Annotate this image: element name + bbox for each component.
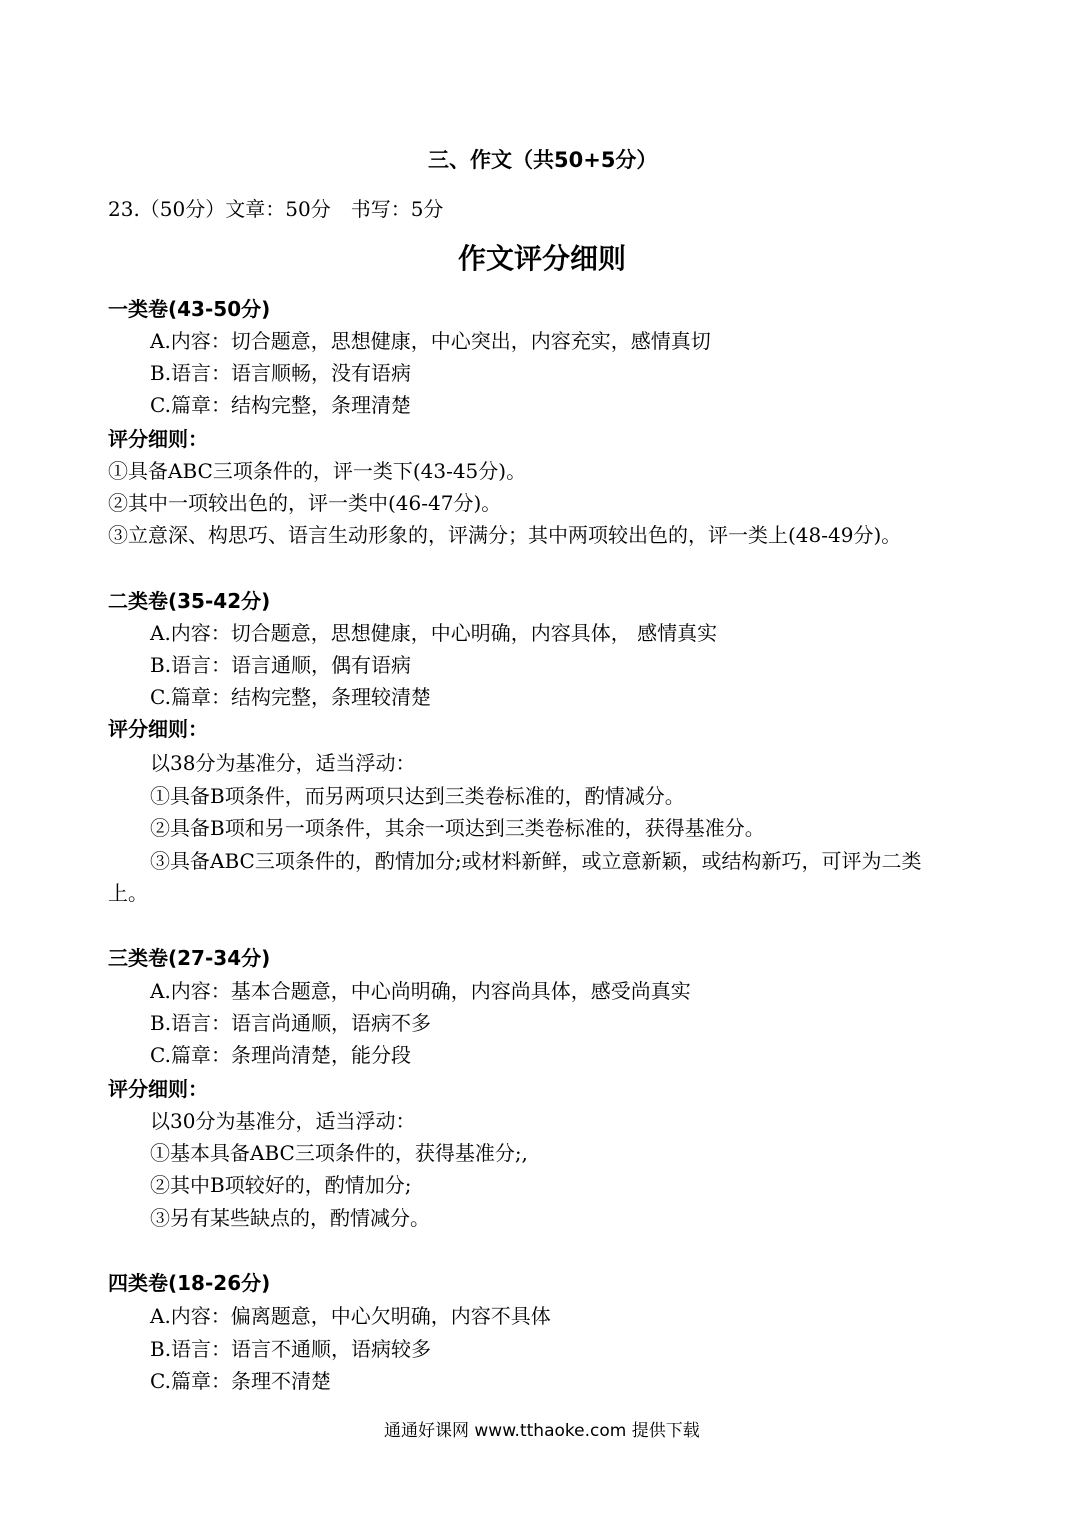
category-3-heading: 三类卷(27-34分) [108, 946, 271, 970]
document-title: 作文评分细则 [458, 242, 627, 275]
category-1-rules-heading: 评分细则： [108, 427, 208, 451]
category-2-language: B.语言：语言通顺，偶有语病 [150, 653, 412, 677]
category-2-rules-heading: 评分细则： [108, 717, 208, 741]
category-2-rule-1: ①具备B项条件，而另两项只达到三类卷标准的，酌情减分。 [150, 784, 685, 808]
category-4-content: A.内容：偏离题意，中心欠明确，内容不具体 [150, 1304, 551, 1328]
section-title: 三、作文（共50+5分） [428, 148, 658, 172]
category-4-language: B.语言：语言不通顺，语病较多 [150, 1337, 432, 1361]
category-3-rules-heading: 评分细则： [108, 1077, 208, 1101]
category-1-rule-2: ②其中一项较出色的，评一类中(46-47分)。 [108, 491, 502, 515]
category-3-language: B.语言：语言尚通顺，语病不多 [150, 1011, 432, 1035]
category-3-rule-3: ③另有某些缺点的，酌情减分。 [150, 1206, 430, 1230]
category-1-structure: C.篇章：结构完整，条理清楚 [150, 393, 411, 417]
category-2-content: A.内容：切合题意，思想健康，中心明确，内容具体， 感情真实 [150, 621, 718, 645]
category-1-heading: 一类卷(43-50分) [108, 297, 271, 321]
category-3-structure: C.篇章：条理尚清楚，能分段 [150, 1043, 411, 1067]
category-2-heading: 二类卷(35-42分) [108, 589, 271, 613]
category-2-structure: C.篇章：结构完整，条理较清楚 [150, 685, 431, 709]
category-4-structure: C.篇章：条理不清楚 [150, 1369, 331, 1393]
category-3-rule-2: ②其中B项较好的，酌情加分; [150, 1173, 412, 1197]
category-2-base-score: 以38分为基准分，适当浮动： [150, 751, 416, 775]
category-3-rule-1: ①基本具备ABC三项条件的，获得基准分;, [150, 1141, 528, 1165]
category-1-content: A.内容：切合题意，思想健康，中心突出，内容充实，感情真切 [150, 329, 711, 353]
category-1-language: B.语言：语言顺畅，没有语病 [150, 361, 412, 385]
category-2-rule-3: ③具备ABC三项条件的，酌情加分;或材料新鲜，或立意新颖，或结构新巧，可评为二类 [150, 849, 922, 873]
category-3-content: A.内容：基本合题意，中心尚明确，内容尚具体，感受尚真实 [150, 979, 691, 1003]
category-3-base-score: 以30分为基准分，适当浮动： [150, 1109, 416, 1133]
category-2-rule-3-continued: 上。 [108, 881, 148, 905]
category-4-heading: 四类卷(18-26分) [108, 1271, 271, 1295]
question-line: 23.（50分）文章：50分 书写：5分 [108, 197, 444, 221]
footer-source: 通通好课网 www.tthaoke.com 提供下载 [384, 1421, 700, 1441]
category-1-rule-3: ③立意深、构思巧、语言生动形象的，评满分；其中两项较出色的，评一类上(48-49分)。 [108, 523, 902, 547]
category-2-rule-2: ②具备B项和另一项条件，其余一项达到三类卷标准的，获得基准分。 [150, 816, 765, 840]
category-1-rule-1: ①具备ABC三项条件的，评一类下(43-45分)。 [108, 459, 527, 483]
